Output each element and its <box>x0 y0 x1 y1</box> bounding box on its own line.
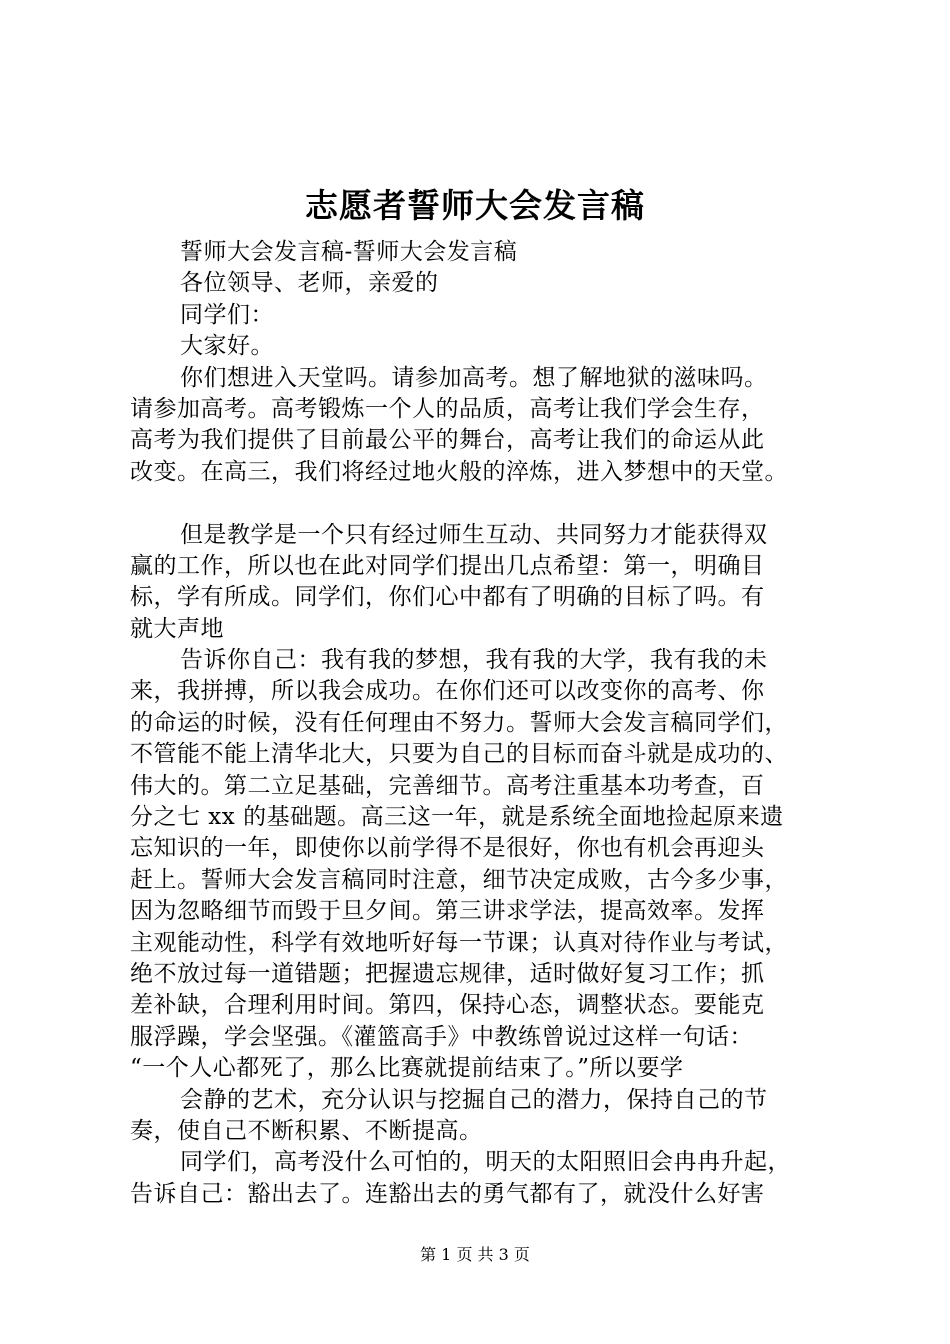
body-line: 但是教学是一个只有经过师生互动、共同努力才能获得双 <box>180 521 768 548</box>
body-line: 高考为我们提供了目前最公平的舞台，高考让我们的命运从此 <box>130 427 765 454</box>
body-line: 主观能动性，科学有效地听好每一节课；认真对待作业与考试， <box>130 929 788 956</box>
document-title: 志愿者誓师大会发言稿 <box>305 186 645 225</box>
body-line: 来，我拼搏，所以我会成功。在你们还可以改变你的高考、你 <box>130 678 765 705</box>
body-line: 大家好。 <box>180 333 274 360</box>
blank-line <box>130 488 830 519</box>
body-line: 伟大的。第二立足基础，完善细节。高考注重基本功考查，百 <box>130 772 765 799</box>
body-line: 你们想进入天堂吗。请参加高考。想了解地狱的滋味吗。 <box>180 364 768 391</box>
body-line: 赶上。誓师大会发言稿同时注意，细节决定成败，古今多少事， <box>130 866 788 893</box>
body-line: 会静的艺术，充分认识与挖掘自己的潜力，保持自己的节 <box>180 1086 768 1113</box>
body-line: 誓师大会发言稿-誓师大会发言稿 <box>180 239 518 265</box>
body-line: 不管能不能上清华北大，只要为自己的目标而奋斗就是成功的、 <box>130 741 788 768</box>
document-body <box>130 237 830 1210</box>
body-line: 标，学有所成。同学们，你们心中都有了明确的目标了吗。有 <box>130 584 765 611</box>
body-line: 告诉自己：豁出去了。连豁出去的勇气都有了，就没什么好害 <box>130 1180 765 1207</box>
body-line: 告诉你自己：我有我的梦想，我有我的大学，我有我的未 <box>180 647 768 674</box>
body-line: 因为忽略细节而毁于旦夕间。第三讲求学法，提高效率。发挥 <box>130 898 765 925</box>
body-line: 的命运的时候，没有任何理由不努力。誓师大会发言稿同学们， <box>130 709 788 736</box>
page-number: 第 1 页 共 3 页 <box>420 1245 530 1264</box>
body-line: 差补缺，合理利用时间。第四，保持心态，调整状态。要能克 <box>130 992 765 1019</box>
body-line: 请参加高考。高考锻炼一个人的品质，高考让我们学会生存， <box>130 395 765 422</box>
body-line: 同学们： <box>180 301 274 328</box>
body-line: 奏，使自己不断积累、不断提高。 <box>130 1117 483 1144</box>
body-line: 分之七 xx 的基础题。高三这一年，就是系统全面地捡起原来遗 <box>130 804 784 831</box>
body-line: 改变。在高三，我们将经过地火般的淬炼，进入梦想中的天堂。 <box>130 458 788 485</box>
body-line: 忘知识的一年，即使你以前学得不是很好，你也有机会再迎头 <box>130 835 765 862</box>
body-line: 同学们，高考没什么可怕的，明天的太阳照旧会冉冉升起， <box>180 1149 791 1176</box>
body-line: “一个人心都死了，那么比赛就提前结束了。”所以要学 <box>130 1055 684 1082</box>
body-line: 绝不放过每一道错题；把握遗忘规律，适时做好复习工作；抓 <box>130 960 765 987</box>
body-line: 赢的工作，所以也在此对同学们提出几点希望：第一，明确目 <box>130 552 765 579</box>
body-line: 就大声地 <box>130 615 224 642</box>
body-line: 服浮躁，学会坚强。《灌篮高手》中教练曾说过这样一句话： <box>130 1023 753 1050</box>
body-line: 各位领导、老师，亲爱的 <box>180 270 439 297</box>
